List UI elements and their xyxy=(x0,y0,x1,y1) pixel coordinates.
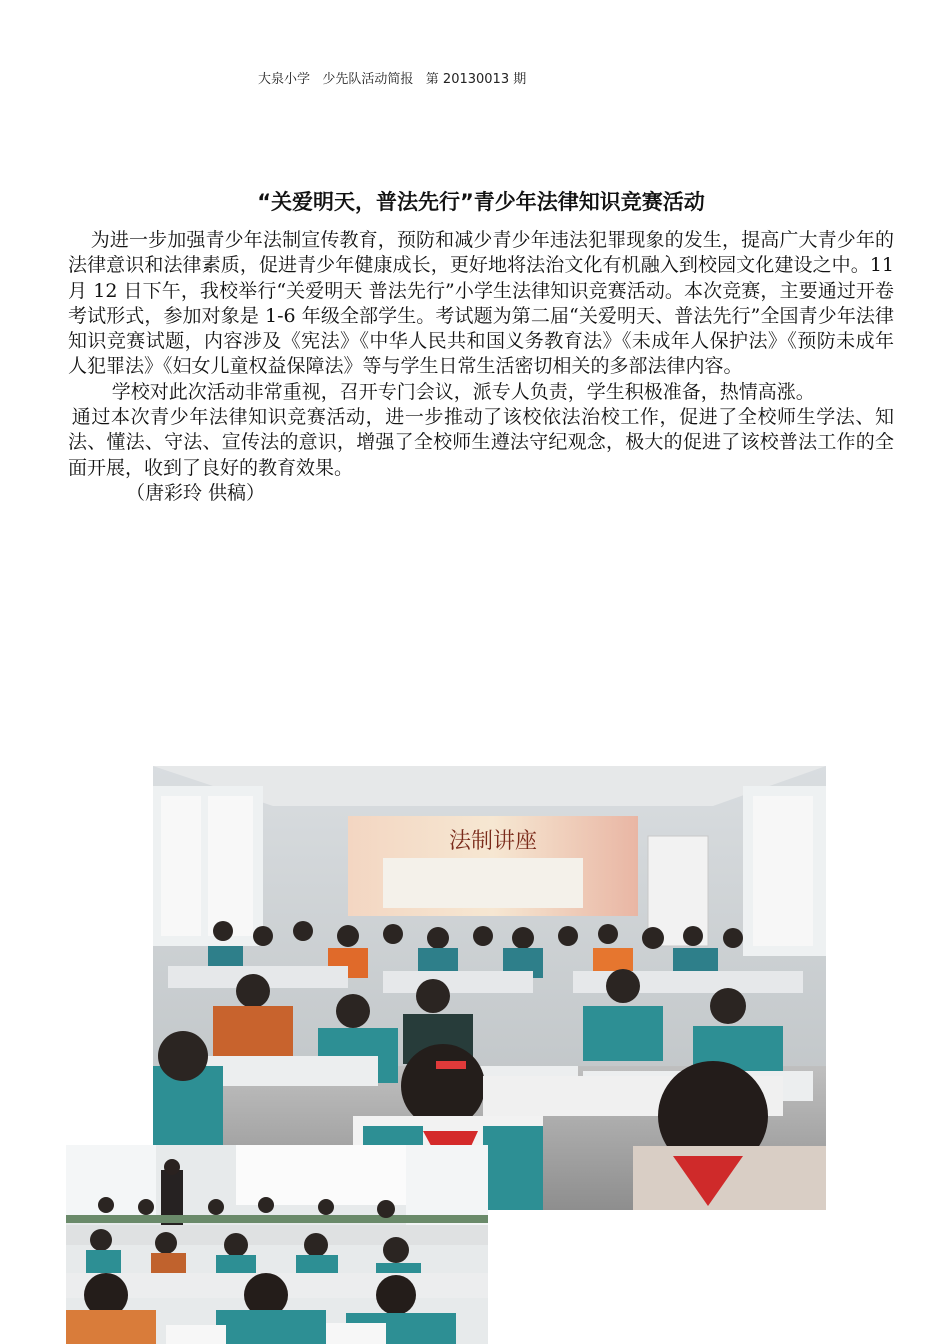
paragraph-importance: 学校对此次活动非常重视，召开专门会议，派专人负责，学生积极准备，热情高涨。 xyxy=(111,380,815,403)
article-body xyxy=(68,228,894,506)
banner-text: 法制讲座 xyxy=(448,829,538,854)
paragraph-intro: 为进一步加强青少年法制宣传教育，预防和减少青少年违法犯罪现象的发生，提高广大青少年的法律意识和法律素质，促进青少年健康成长，更好地将法治文化有机融入到校园文化建设之中。11 月 12 日下午，我校举行“关爱明天 普法先行”小学生法律知识竞赛活动。本次竞赛，主要通过开卷考试形式，参加对象是 1-6 年级全部学生。考试题为第二届“关爱明天、普法先行”全国青少年法律知识竞赛试题，内容涉及《宪法》《中华人民共和国义务教育法》《未成年人保护法》《预防未成年人犯罪法》《妇女儿童权益保障法》等与学生日常生活密切相关的多部法律内容。 xyxy=(68,229,894,378)
page-title: “关爱明天，普法先行”青少年法律知识竞赛活动 xyxy=(257,190,705,214)
classroom-photo-secondary xyxy=(66,1145,488,1344)
paragraph-result: 通过本次青少年法律知识竞赛活动，进一步推动了该校依法治校工作，促进了全校师生学法、知法、懂法、守法、宣传法的意识，增强了全校师生遵法守纪观念，极大的促进了该校普法工作的全面开展，收到了良好的教育效果。 xyxy=(68,406,894,479)
signature: （唐彩玲 供稿） xyxy=(126,481,266,504)
newsletter-header: 大泉小学 少先队活动简报 第 20130013 期 xyxy=(258,72,527,87)
classroom-photo-main xyxy=(153,766,826,1210)
